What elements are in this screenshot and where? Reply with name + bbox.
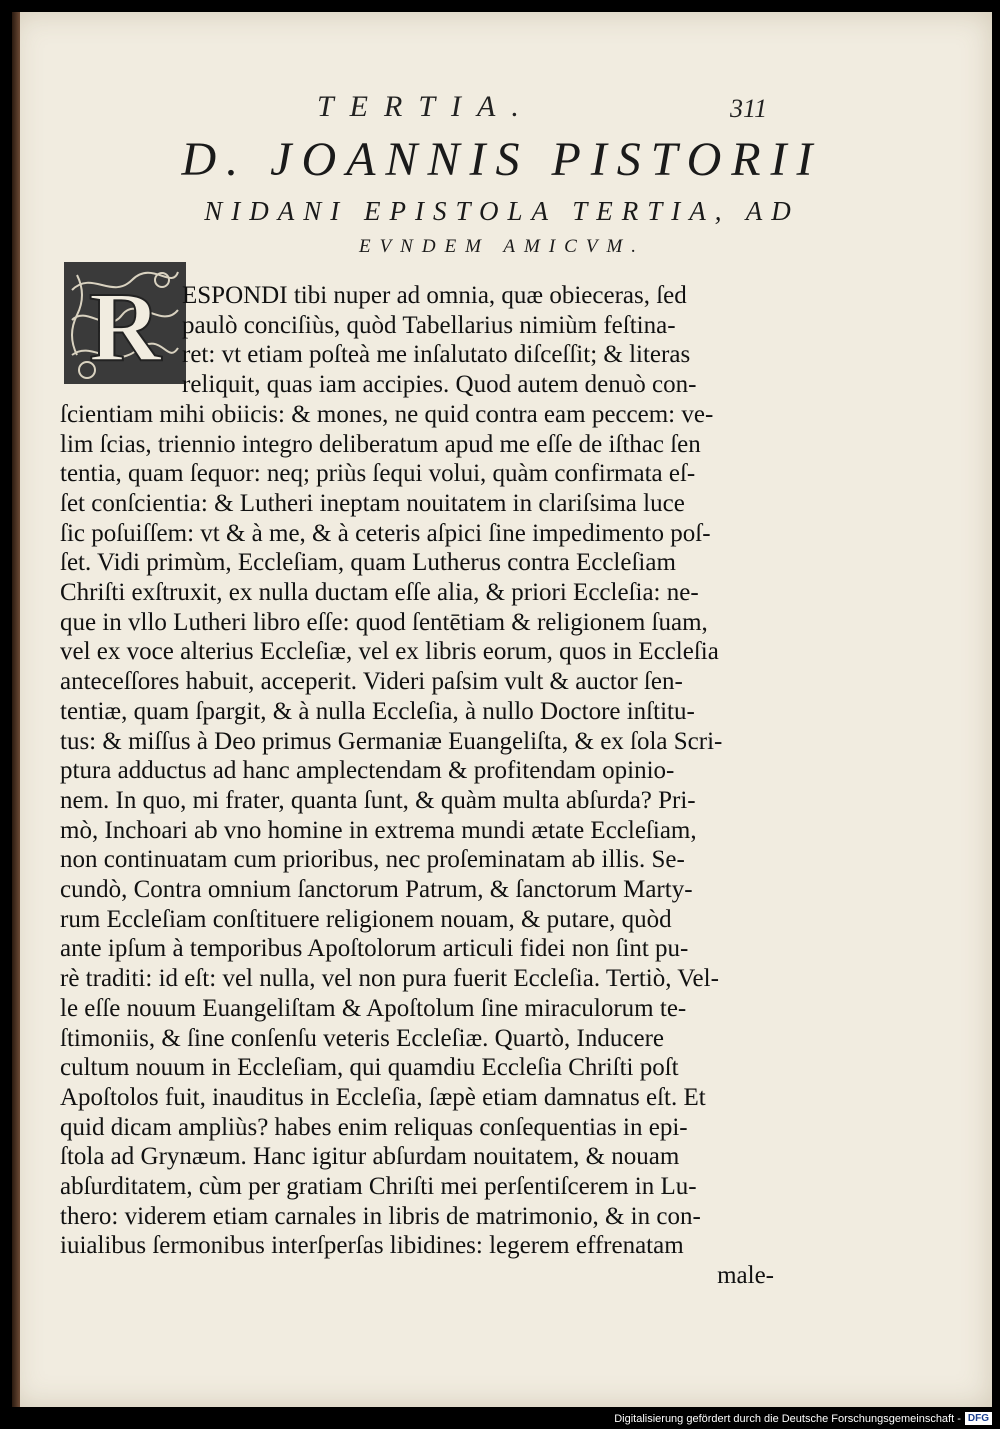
text-line: nem. In quo, mi frater, quanta ſunt, & quàm multa abſurda? Pri-	[60, 786, 696, 814]
text-line: ante ipſum à temporibus Apoſtolorum articuli fidei non ſint pu-	[60, 935, 689, 963]
book-page	[12, 12, 992, 1407]
catchword: male-	[717, 1262, 774, 1290]
text-line: iuialibus ſermonibus interſperſas libidines: legerem effrenatam	[60, 1232, 684, 1260]
text-line: ſet conſcientia: & Lutheri ineptam nouitatem in clariſsima luce	[60, 489, 685, 517]
text-line: non continuatam cum prioribus, nec proſeminatam ab illis. Se-	[60, 846, 685, 874]
heading-line-2: NIDANI EPISTOLA TERTIA, AD	[204, 196, 800, 226]
text-line: le eſſe nouum Euangeliſtam & Apoſtolum ſine miraculorum te-	[60, 994, 687, 1022]
text-line: ſet. Vidi primùm, Eccleſiam, quam Lutherus contra Eccleſiam	[60, 549, 676, 577]
footer	[614, 1412, 992, 1425]
text-line: thero: viderem etiam carnales in libris de matrimonio, & in con-	[60, 1202, 701, 1230]
text-line: quid dicam ampliùs? habes enim reliquas conſequentias in epi-	[60, 1113, 688, 1141]
heading-line-1: D. JOANNIS PISTORII	[181, 133, 823, 186]
text-line: paulò conciſiùs, quòd Tabellarius nimiùm feſtina-	[182, 311, 676, 339]
text-line: tentia, quam ſequor: neq; priùs ſequi volui, quàm confirmata eſ-	[60, 460, 696, 488]
text-line: vel ex voce alterius Eccleſiæ, vel ex libris eorum, quos in Eccleſia	[60, 638, 719, 666]
text-line: cultum nouum in Eccleſiam, qui quamdiu Eccleſia Chriſti poſt	[60, 1054, 679, 1082]
footer-credit: Digitalisierung gefördert durch die Deutsche Forschungsgemeinschaft -	[614, 1412, 961, 1425]
text-line: ret: vt etiam poſteà me inſalutato diſceſſit; & literas	[182, 341, 691, 369]
text-line: abſurditatem, cùm per gratiam Chriſti mei perſentiſcerem in Lu-	[60, 1173, 697, 1200]
text-line: rum Eccleſiam conſtituere religionem nouam, & putare, quòd	[60, 905, 672, 933]
text-line: mò, Inchoari ab vno homine in extrema mundi ætate Eccleſiam,	[60, 816, 697, 844]
text-line: tus: & miſſus à Deo primus Germaniæ Euangeliſta, & ex ſola Scri-	[60, 727, 723, 755]
text-line: ſtola ad Grynæum. Hanc igitur abſurdam nouitatem, & nouam	[60, 1143, 680, 1171]
text-line: que in vllo Lutheri libro eſſe: quod ſentētiam & religionem ſuam,	[60, 608, 708, 636]
text-line: rè traditi: id eſt: vel nulla, vel non pura fuerit Eccleſia. Tertiò, Vel-	[60, 965, 719, 993]
text-line: ſic poſuiſſem: vt & à me, & à ceteris aſpici ſine impedimento poſ-	[60, 519, 711, 547]
ornament-initial-icon	[62, 260, 188, 386]
text-line: tentiæ, quam ſpargit, & à nulla Eccleſia, à nullo Doctore inſtitu-	[60, 697, 695, 725]
text-line: Chriſti exſtruxit, ex nulla ductam eſſe alia, & priori Eccleſia: ne-	[60, 579, 699, 606]
text-line: ſcientiam mihi obiicis: & mones, ne quid contra eam peccem: ve-	[60, 400, 714, 428]
text-line: cundò, Contra omnium ſanctorum Patrum, & ſanctorum Marty-	[60, 876, 693, 903]
dfg-logo: DFG	[965, 1412, 992, 1425]
heading-line-3: EVNDEM AMICVM.	[358, 236, 646, 257]
text-line: reliquit, quas iam accipies. Quod autem denuò con-	[182, 371, 697, 399]
text-line: anteceſſores habuit, acceperit. Videri paſsim vult & auctor ſen-	[60, 668, 683, 696]
text-line: ſtimoniis, & ſine conſenſu veteris Eccleſiæ. Quartò, Inducere	[60, 1024, 664, 1052]
text-line: Apoſtolos fuit, inauditus in Eccleſia, ſæpè etiam damnatus eſt. Et	[60, 1083, 706, 1111]
text-line: lim ſcias, triennio integro deliberatum apud me eſſe de iſthac ſen	[60, 430, 701, 458]
text-line: ptura adductus ad hanc amplectendam & profitendam opinio-	[60, 757, 675, 785]
running-title: TERTIA.	[317, 90, 535, 123]
text-line: ESPONDI tibi nuper ad omnia, quæ obieceras, ſed	[182, 282, 687, 309]
svg-text:R: R	[88, 271, 162, 382]
page-number: 311	[730, 94, 768, 123]
running-header	[12, 90, 992, 130]
decorated-initial	[62, 260, 188, 386]
